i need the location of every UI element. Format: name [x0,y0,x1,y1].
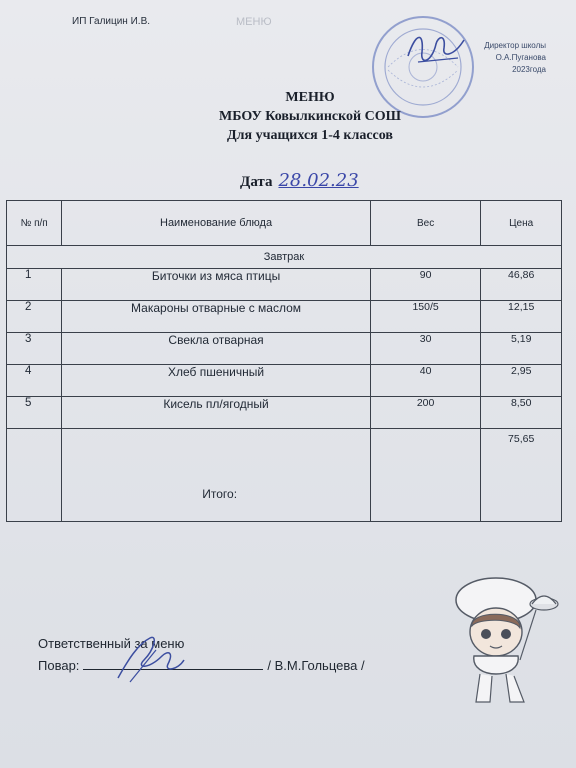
dish-price: 46,86 [481,269,562,301]
cook-label: Повар: [38,658,80,673]
row-num: 2 [7,301,62,333]
table-row [7,365,562,397]
menu-table [6,200,562,522]
row-num: 3 [7,333,62,365]
row-num: 1 [7,269,62,301]
table-row [7,333,562,365]
dish-weight: 30 [370,333,481,365]
dish-price: 5,19 [481,333,562,365]
total-value: 75,65 [481,429,562,522]
ghost-text: МЕНЮ [236,16,272,28]
dish-price: 8,50 [481,397,562,429]
header-num: № п/п [7,201,62,246]
dish-name: Свекла отварная [62,333,371,365]
cook-line [38,657,365,673]
stamp-year: 2023года [512,65,546,74]
row-num: 5 [7,397,62,429]
table-row [7,269,562,301]
total-row [7,429,562,522]
stamp-name: О.А.Пуганова [495,53,546,62]
dish-weight: 200 [370,397,481,429]
cook-name: / В.М.Гольцева / [267,658,365,673]
date-row [240,170,359,191]
menu-title: МЕНЮ [285,90,335,105]
section-row [7,246,562,269]
dish-weight: 90 [370,269,481,301]
menu-title-block [180,88,440,145]
school-name: МБОУ Ковылкинской СОШ [219,109,401,124]
section-label: Завтрак [7,246,562,269]
header-weight: Вес [370,201,481,246]
dish-name: Биточки из мяса птицы [62,269,371,301]
total-empty-cell [7,429,62,522]
dish-price: 12,15 [481,301,562,333]
table-row [7,301,562,333]
date-label: Дата [240,174,273,190]
stamp-title: Директор школы [484,41,546,50]
total-label: Итого: [62,429,371,522]
cook-signature-icon [108,630,188,688]
dish-weight: 150/5 [370,301,481,333]
header-price: Цена [481,201,562,246]
ip-line: ИП Галицин И.В. [72,16,151,27]
header-name: Наименование блюда [62,201,371,246]
responsible-line: Ответственный за меню [38,636,185,651]
table-header-row [7,201,562,246]
row-num: 4 [7,365,62,397]
grade-line: Для учащихся 1-4 классов [227,128,393,143]
stamp-lines [446,40,546,76]
dish-name: Макароны отварные с маслом [62,301,371,333]
date-value: 28.02.23 [278,170,359,191]
dish-name: Хлеб пшеничный [62,365,371,397]
total-weight-cell [370,429,481,522]
table-row [7,397,562,429]
dish-weight: 40 [370,365,481,397]
dish-name: Кисель пл/ягодный [62,397,371,429]
chef-mascot-icon [440,570,560,720]
dish-price: 2,95 [481,365,562,397]
